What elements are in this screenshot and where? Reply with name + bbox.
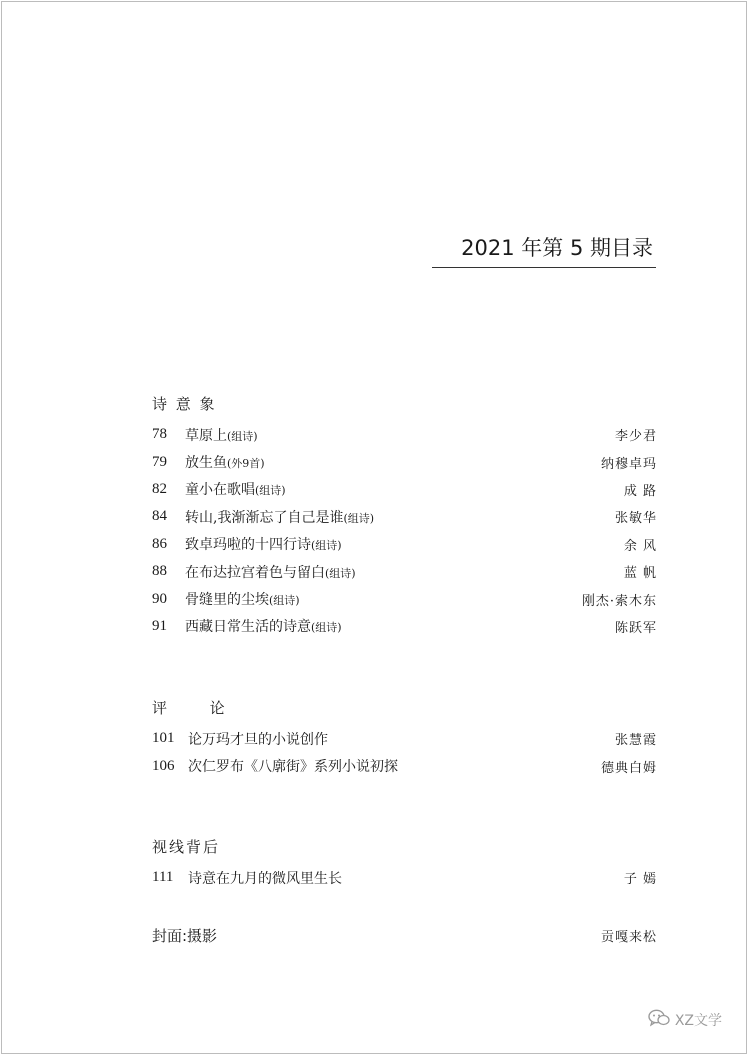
- work-title: 童小在歌唱(组诗): [185, 482, 286, 499]
- work-title: 致卓玛啦的十四行诗(组诗): [185, 537, 342, 554]
- toc-row[interactable]: [152, 752, 657, 779]
- work-title: 草原上(组诗): [185, 427, 258, 444]
- page-title: 2021 年第 5 期目录: [461, 236, 653, 260]
- section-heading: 评 论: [152, 699, 227, 717]
- author: 余 风: [623, 538, 657, 554]
- page-number: 82: [152, 480, 167, 497]
- work-title: 在布达拉宫着色与留白(组诗): [185, 564, 356, 581]
- title-underline: [432, 267, 656, 268]
- page-number: 84: [152, 508, 167, 525]
- toc-row[interactable]: [152, 585, 657, 612]
- section-poetry: [152, 393, 657, 640]
- watermark: [648, 1009, 722, 1031]
- work-title: 次仁罗布《八廓街》系列小说初探: [188, 759, 398, 776]
- page-number: 91: [152, 617, 167, 634]
- work-note: (组诗): [343, 511, 375, 525]
- page-number: 101: [152, 730, 175, 747]
- work-note: (组诗): [227, 429, 258, 443]
- page-number: 79: [152, 453, 167, 470]
- section-criticism: [152, 697, 657, 780]
- work-title: 放生鱼(外9首): [185, 455, 265, 472]
- author: 成 路: [623, 483, 657, 499]
- work-note: (组诗): [311, 539, 342, 553]
- work-title: 骨缝里的尘埃(组诗): [185, 592, 300, 609]
- toc-row[interactable]: [152, 864, 657, 891]
- author: 刚杰·索木东: [581, 593, 657, 609]
- cover-label: 封面:摄影: [152, 927, 218, 945]
- section-heading: 视线背后: [152, 838, 221, 856]
- author: 李少君: [614, 429, 657, 445]
- toc-row[interactable]: [152, 558, 657, 585]
- work-note: (组诗): [311, 621, 342, 635]
- page-number: 90: [152, 590, 167, 607]
- page-number: 78: [152, 426, 167, 443]
- author: 子 嫣: [623, 872, 657, 888]
- cover-credit: [152, 925, 657, 946]
- page-number: 106: [152, 757, 175, 774]
- work-title: 诗意在九月的微风里生长: [188, 870, 342, 887]
- author: 德典白姆: [600, 760, 657, 776]
- toc-row[interactable]: [152, 421, 657, 448]
- work-note: (组诗): [269, 594, 300, 608]
- page-number: 88: [152, 563, 167, 580]
- toc-row[interactable]: [152, 531, 657, 558]
- work-title: 转山,我渐渐忘了自己是谁(组诗): [185, 509, 375, 526]
- work-note: (组诗): [325, 566, 356, 580]
- author: 陈跃军: [614, 620, 657, 636]
- author: 张慧霞: [614, 733, 657, 749]
- work-note: (外9首): [227, 457, 265, 471]
- toc-row[interactable]: [152, 725, 657, 752]
- author: 蓝 帆: [623, 566, 657, 582]
- section-heading: 诗 意 象: [152, 395, 217, 413]
- cover-author: 贡嘎来松: [600, 930, 657, 945]
- author: 纳穆卓玛: [600, 456, 657, 472]
- toc-row[interactable]: [152, 503, 657, 530]
- wechat-icon: [648, 1009, 670, 1031]
- author: 张敏华: [614, 511, 657, 527]
- toc-row[interactable]: [152, 613, 657, 640]
- watermark-text: XZ文学: [674, 1013, 722, 1029]
- work-note: (组诗): [255, 484, 286, 498]
- work-title: 西藏日常生活的诗意(组诗): [185, 619, 342, 636]
- toc-row[interactable]: [152, 448, 657, 475]
- work-title: 论万玛才旦的小说创作: [188, 731, 328, 748]
- page-number: 111: [152, 869, 174, 886]
- page-number: 86: [152, 535, 167, 552]
- section-behind-the-view: [152, 836, 657, 891]
- toc-row[interactable]: [152, 476, 657, 503]
